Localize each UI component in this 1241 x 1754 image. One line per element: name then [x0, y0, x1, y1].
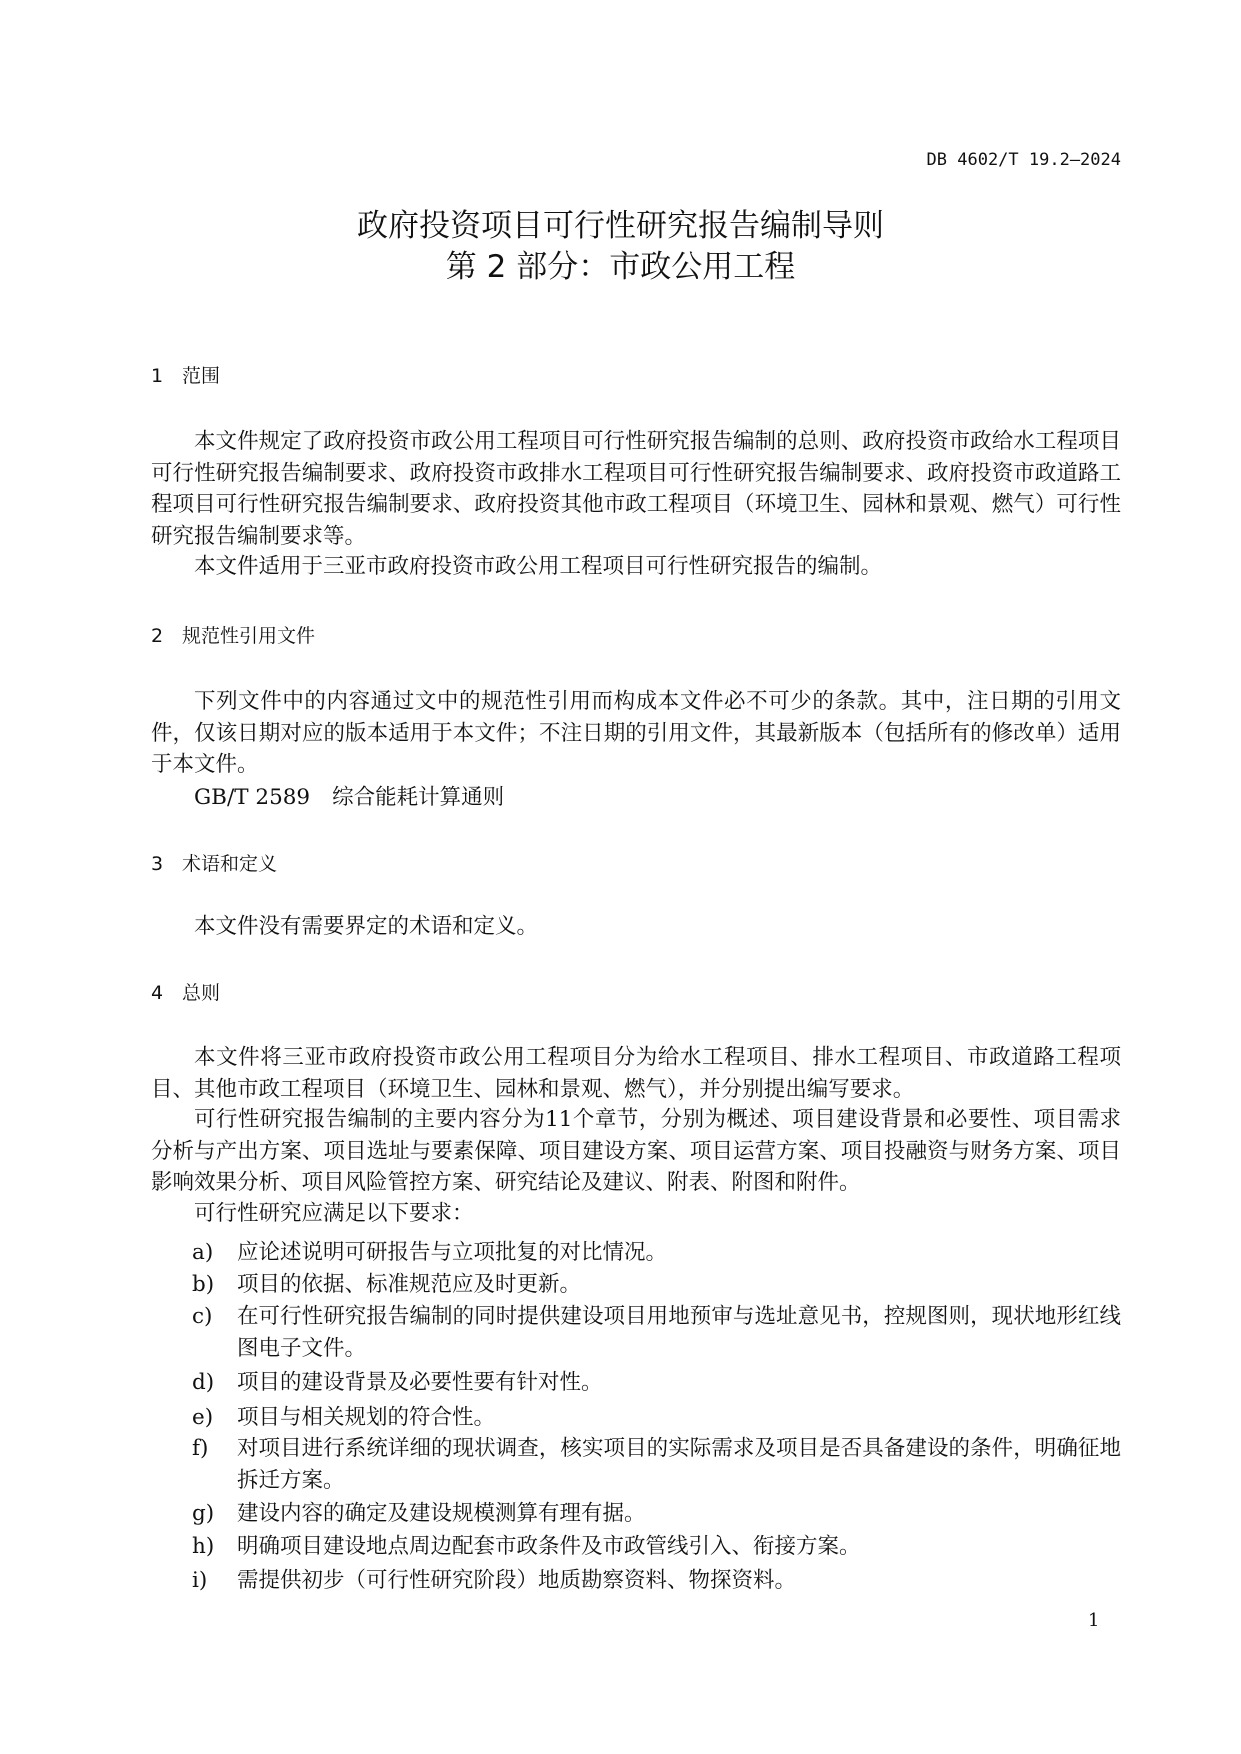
section-4-paragraph-3: 可行性研究应满足以下要求： — [194, 1201, 474, 1226]
list-item-f — [151, 1433, 1121, 1496]
section-2-paragraph-1: 下列文件中的内容通过文中的规范性引用而构成本文件必不可少的条款。其中，注日期的引用文件，仅该日期对应的版本适用于本文件；不注日期的引用文件，其最新版本（包括所有的修改单）适用于本文件。 — [151, 689, 1121, 777]
list-item-b — [151, 1269, 1121, 1301]
section-title: 术语和定义 — [182, 853, 278, 875]
section-number: 3 — [151, 853, 164, 875]
section-number: 1 — [151, 365, 164, 387]
list-label: i) — [192, 1568, 208, 1593]
list-text: 项目的依据、标准规范应及时更新。 — [237, 1272, 582, 1297]
list-text: 需提供初步（可行性研究阶段）地质勘察资料、物探资料。 — [237, 1568, 797, 1593]
list-item-d — [151, 1367, 1121, 1399]
list-text: 项目的建设背景及必要性要有针对性。 — [237, 1370, 603, 1395]
list-label: g) — [192, 1501, 215, 1526]
standard-number: DB 4602/T 19.2—2024 — [926, 150, 1121, 170]
document-title — [0, 206, 1241, 288]
section-1-heading — [151, 364, 220, 388]
list-item-h — [151, 1531, 1121, 1563]
list-text: 项目与相关规划的符合性。 — [237, 1405, 496, 1430]
section-3-paragraph-1: 本文件没有需要界定的术语和定义。 — [194, 914, 539, 939]
reference-code: GB/T 2589 — [194, 785, 311, 810]
list-text: 建设内容的确定及建设规模测算有理有据。 — [237, 1501, 646, 1526]
section-4-paragraph-2: 可行性研究报告编制的主要内容分为11个章节，分别为概述、项目建设背景和必要性、项目需求分析与产出方案、项目选址与要素保障、项目建设方案、项目运营方案、项目投融资与财务方案、项目影响效果分析、项目风险管控方案、研究结论及建议、附表、附图和附件。 — [151, 1107, 1121, 1195]
list-label: f) — [192, 1436, 209, 1461]
section-4-paragraph-1: 本文件将三亚市政府投资市政公用工程项目分为给水工程项目、排水工程项目、市政道路工程项目、其他市政工程项目（环境卫生、园林和景观、燃气），并分别提出编写要求。 — [151, 1045, 1121, 1102]
list-label: c) — [192, 1304, 213, 1329]
section-number: 4 — [151, 982, 164, 1004]
section-title: 范围 — [182, 365, 221, 387]
list-item-g — [151, 1498, 1121, 1530]
page-number: 1 — [1088, 1610, 1100, 1631]
section-title: 总则 — [182, 982, 221, 1004]
list-text: 明确项目建设地点周边配套市政条件及市政管线引入、衔接方案。 — [237, 1534, 861, 1559]
list-label: h) — [192, 1534, 215, 1559]
title-line-1: 政府投资项目可行性研究报告编制导则 — [357, 208, 884, 244]
section-1-paragraph-2: 本文件适用于三亚市政府投资市政公用工程项目可行性研究报告的编制。 — [194, 554, 883, 579]
list-item-a — [151, 1237, 1121, 1269]
list-label: b) — [192, 1272, 215, 1297]
list-text: 应论述说明可研报告与立项批复的对比情况。 — [237, 1240, 668, 1265]
list-item-i — [151, 1565, 1121, 1597]
section-3-heading — [151, 852, 277, 876]
section-4-heading — [151, 981, 220, 1005]
list-label: a) — [192, 1240, 214, 1265]
list-text: 在可行性研究报告编制的同时提供建设项目用地预审与选址意见书，控规图则，现状地形红线图电子文件。 — [237, 1304, 1121, 1361]
list-item-e — [151, 1402, 1121, 1434]
list-text: 对项目进行系统详细的现状调查，核实项目的实际需求及项目是否具备建设的条件，明确征地拆迁方案。 — [237, 1436, 1121, 1493]
section-1-paragraph-1: 本文件规定了政府投资市政公用工程项目可行性研究报告编制的总则、政府投资市政给水工程项目可行性研究报告编制要求、政府投资市政排水工程项目可行性研究报告编制要求、政府投资市政道路工程项目可行性研究报告编制要求、政府投资其他市政工程项目（环境卫生、园林和景观、燃气）可行性研究报告编制要求等。 — [151, 429, 1121, 549]
section-title: 规范性引用文件 — [182, 625, 316, 647]
list-item-c — [151, 1301, 1121, 1364]
reference-item — [151, 782, 1121, 814]
list-label: e) — [192, 1405, 214, 1430]
reference-name: 综合能耗计算通则 — [332, 785, 505, 810]
section-2-heading — [151, 624, 315, 648]
list-label: d) — [192, 1370, 215, 1395]
section-number: 2 — [151, 625, 164, 647]
title-line-2: 第 2 部分：市政公用工程 — [445, 249, 796, 285]
